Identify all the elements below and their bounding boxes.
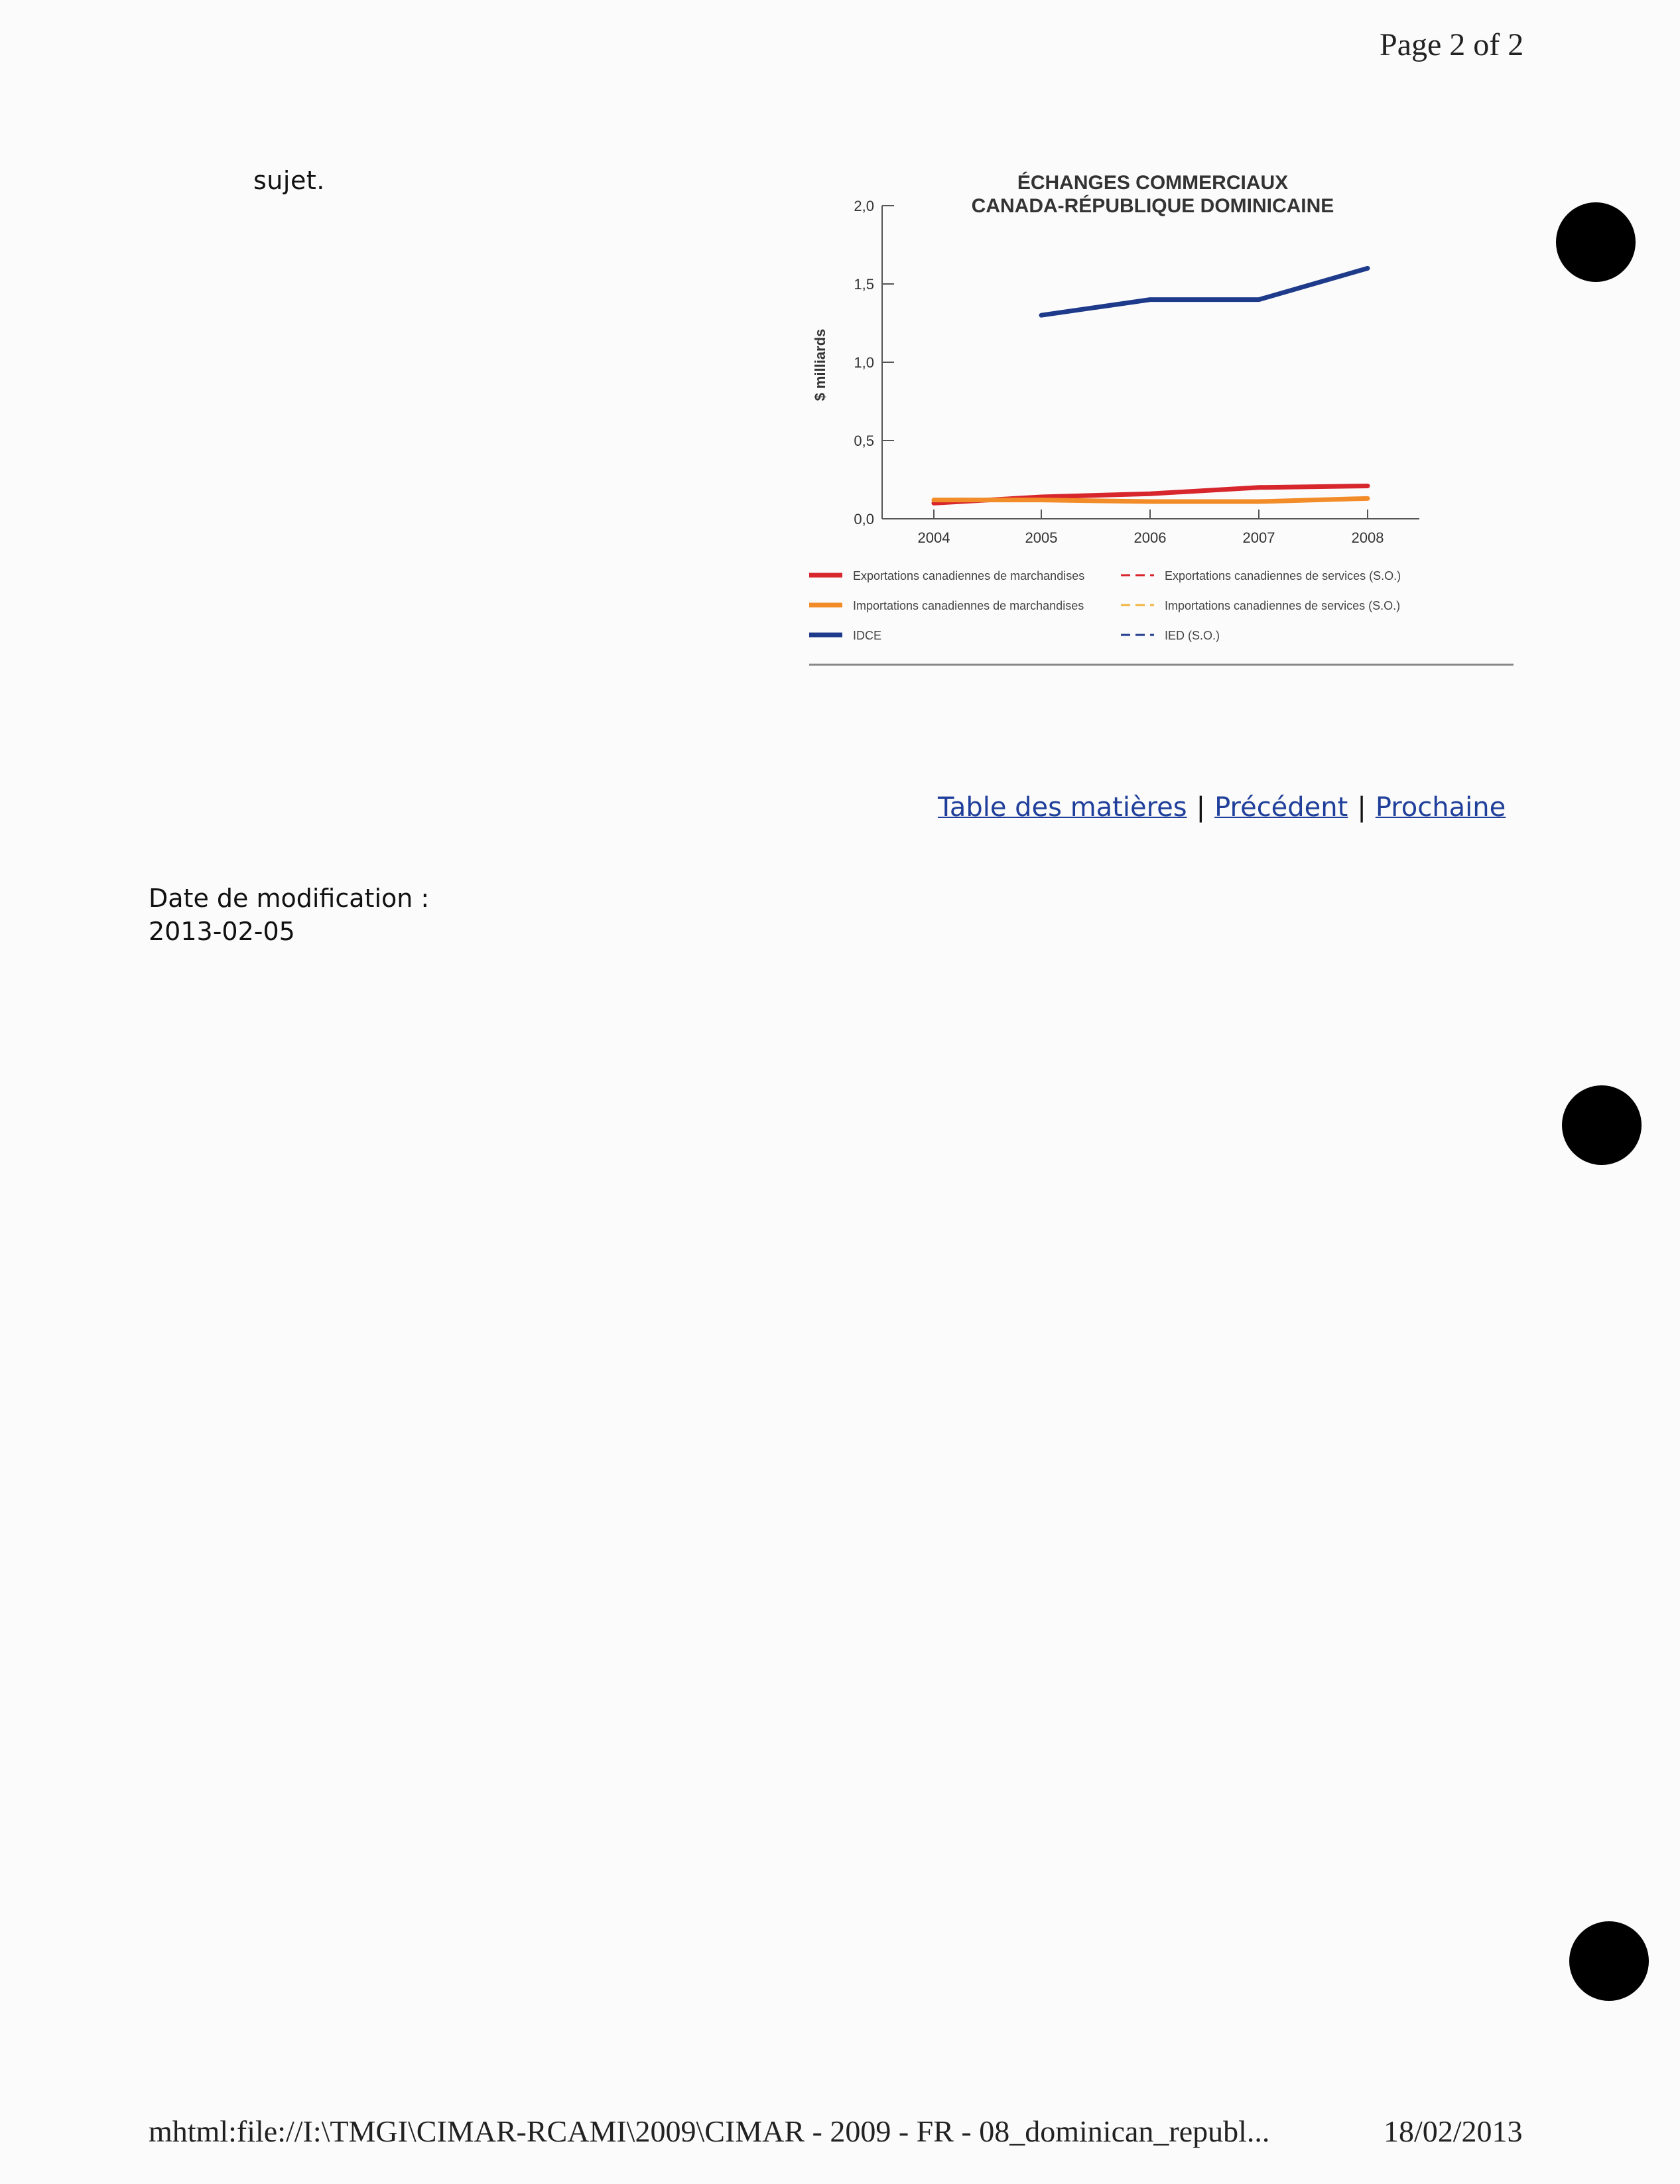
series-point: [1257, 486, 1261, 490]
punch-hole: [1562, 1085, 1642, 1165]
x-tick-label: 2005: [1025, 529, 1058, 546]
legend-label: IED (S.O.): [1165, 629, 1220, 642]
series-point: [1148, 492, 1152, 496]
y-tick-label: 1,5: [854, 276, 874, 293]
x-tick-label: 2004: [917, 529, 950, 546]
punch-hole: [1569, 1921, 1649, 2001]
chart-title-line1: ÉCHANGES COMMERCIAUX: [1017, 172, 1289, 194]
trade-chart: [796, 159, 1519, 677]
legend-label: Importations canadiennes de services (S.O.): [1165, 599, 1401, 612]
date-modified-label: Date de modification :: [149, 884, 430, 913]
intro-text-fragment: sujet.: [253, 166, 325, 195]
series-point: [1366, 496, 1370, 500]
legend-label: Exportations canadiennes de services (S.O.): [1165, 569, 1401, 582]
series-point: [1148, 500, 1152, 504]
page-number: Page 2 of 2: [1380, 27, 1524, 62]
punch-hole: [1556, 202, 1636, 282]
table-of-contents-link[interactable]: Table des matières: [938, 792, 1187, 823]
page-navigation: [938, 792, 1506, 823]
legend-label: IDCE: [853, 629, 882, 642]
legend-label: Importations canadiennes de marchandises: [853, 599, 1084, 612]
date-modified-value: 2013-02-05: [149, 917, 295, 946]
footer-date: 18/02/2013: [1384, 2114, 1523, 2148]
y-tick-label: 2,0: [854, 198, 874, 214]
legend-label: Exportations canadiennes de marchandises: [853, 569, 1085, 582]
series-point: [1257, 500, 1261, 504]
series-line: [1041, 268, 1368, 315]
series-point: [932, 498, 936, 502]
y-tick-label: 0,0: [854, 511, 874, 527]
previous-link[interactable]: Précédent: [1214, 792, 1348, 823]
nav-separator: |: [1357, 792, 1366, 823]
series-point: [1039, 498, 1043, 502]
next-link[interactable]: Prochaine: [1375, 792, 1506, 823]
series-point: [1039, 313, 1043, 317]
nav-separator: |: [1196, 792, 1206, 823]
series-point: [1148, 298, 1152, 302]
x-tick-label: 2007: [1242, 529, 1275, 546]
footer-url: mhtml:file://I:\TMGI\CIMAR-RCAMI\2009\CIMAR - 2009 - FR - 08_dominican_republ...: [149, 2114, 1270, 2148]
series-point: [1257, 298, 1261, 302]
x-tick-label: 2008: [1351, 529, 1384, 546]
series-point: [1366, 484, 1370, 488]
y-tick-label: 1,0: [854, 354, 874, 371]
x-tick-label: 2006: [1133, 529, 1167, 546]
series-point: [1366, 266, 1370, 270]
y-tick-label: 0,5: [854, 433, 874, 449]
chart-y-label: $ milliards: [812, 328, 828, 401]
chart-title-line2: CANADA-RÉPUBLIQUE DOMINICAINE: [971, 195, 1334, 217]
